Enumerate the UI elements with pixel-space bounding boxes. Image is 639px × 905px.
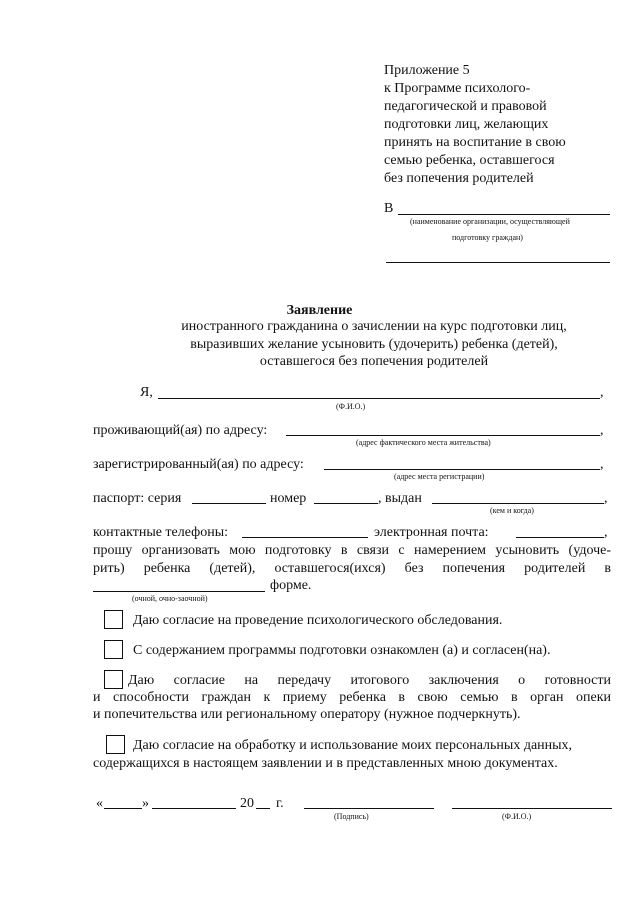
appendix-line: семью ребенка, оставшегося (384, 153, 555, 168)
number-label: номер (270, 491, 307, 506)
form-type-field[interactable] (93, 591, 265, 592)
registered-label: зарегистрированный(ая) по адресу: (93, 457, 304, 472)
issued-hint: (кем и когда) (490, 506, 534, 515)
addressee-hint-2: подготовку граждан) (452, 233, 523, 242)
passport-series-field[interactable] (192, 503, 266, 504)
signature-fio-field[interactable] (452, 808, 612, 809)
email-field[interactable] (516, 537, 604, 538)
appendix-line: подготовки лиц, желающих (384, 117, 549, 132)
date-year-prefix: 20 (240, 796, 254, 811)
consent-transfer-line-3: и попечительства или региональному оператору (нужное подчеркнуть). (93, 707, 521, 722)
consent-program-text: С содержанием программы подготовки ознакомлен (а) и согласен(на). (133, 643, 551, 658)
form-end: форме. (270, 578, 312, 593)
signature-hint: (Подпись) (334, 812, 369, 821)
appendix-line: к Программе психолого- (384, 81, 531, 96)
consent-program-checkbox[interactable] (104, 640, 123, 659)
title-subline: иностранного гражданина о зачислении на курс подготовки лиц, (181, 319, 567, 334)
email-end: , (604, 525, 608, 540)
request-line-2: рить) ребенка (детей), оставшегося(ихся) без попечения родителей в (93, 561, 611, 576)
residence-end: , (600, 423, 604, 438)
residence-hint: (адрес фактического места жительства) (356, 438, 491, 447)
date-year-field[interactable] (256, 808, 270, 809)
registered-hint: (адрес места регистрации) (394, 472, 485, 481)
consent-pd-line-2: содержащихся в настоящем заявлении и в представленных мною документах. (93, 756, 558, 771)
passport-issued-field[interactable] (432, 503, 604, 504)
phones-label: контактные телефоны: (93, 525, 228, 540)
page-title: Заявление (286, 303, 353, 318)
date-quote-close: » (142, 796, 149, 811)
consent-transfer-line-1: Даю согласие на передачу итогового заключения о готовности (128, 673, 611, 688)
signature-fio-hint: (Ф.И.О.) (502, 812, 532, 821)
date-year-suffix: г. (276, 796, 284, 811)
passport-label: паспорт: серия (93, 491, 182, 506)
registered-address-field[interactable] (324, 469, 600, 470)
appendix-line: педагогической и правовой (384, 99, 547, 114)
ya-label: Я, (140, 385, 153, 400)
addressee-org-line[interactable] (398, 214, 610, 215)
appendix-line: принять на воспитание в свою (384, 135, 566, 150)
email-label: электронная почта: (374, 525, 489, 540)
fio-field[interactable] (158, 398, 600, 399)
passport-number-field[interactable] (314, 503, 378, 504)
registered-end: , (600, 457, 604, 472)
consent-pd-line-1: Даю согласие на обработку и использование моих персональных данных, (133, 738, 573, 753)
form-hint: (очной, очно-заочной) (132, 594, 208, 603)
consent-transfer-line-2: и способности граждан к приему ребенка в свою семью в орган опеки (93, 690, 611, 705)
appendix-line: Приложение 5 (384, 63, 470, 78)
residence-label: проживающий(ая) по адресу: (93, 423, 268, 438)
residence-address-field[interactable] (286, 435, 600, 436)
title-subline: выразивших желание усыновить (удочерить) ребенка (детей), (190, 337, 558, 352)
appendix-line: без попечения родителей (384, 171, 534, 186)
date-day-field[interactable] (104, 808, 142, 809)
signature-field[interactable] (304, 808, 434, 809)
consent-transfer-checkbox[interactable] (104, 670, 123, 689)
addressee-prefix: В (384, 201, 394, 216)
issued-label: , выдан (378, 491, 422, 506)
request-line-1: прошу организовать мою подготовку в связи с намерением усыновить (удоче- (93, 543, 611, 558)
date-month-field[interactable] (152, 808, 236, 809)
consent-psych-text: Даю согласие на проведение психологического обследования. (133, 613, 503, 628)
fio-hint: (Ф.И.О.) (336, 402, 366, 411)
addressee-second-line[interactable] (386, 262, 610, 263)
consent-psych-checkbox[interactable] (104, 610, 123, 629)
consent-pd-checkbox[interactable] (106, 735, 125, 754)
date-quote-open: « (96, 796, 103, 811)
addressee-hint-1: (наименование организации, осуществляющей (410, 217, 570, 226)
ya-end: , (600, 385, 604, 400)
passport-end: , (604, 491, 608, 506)
title-subline: оставшегося без попечения родителей (259, 354, 489, 369)
phones-field[interactable] (242, 537, 368, 538)
